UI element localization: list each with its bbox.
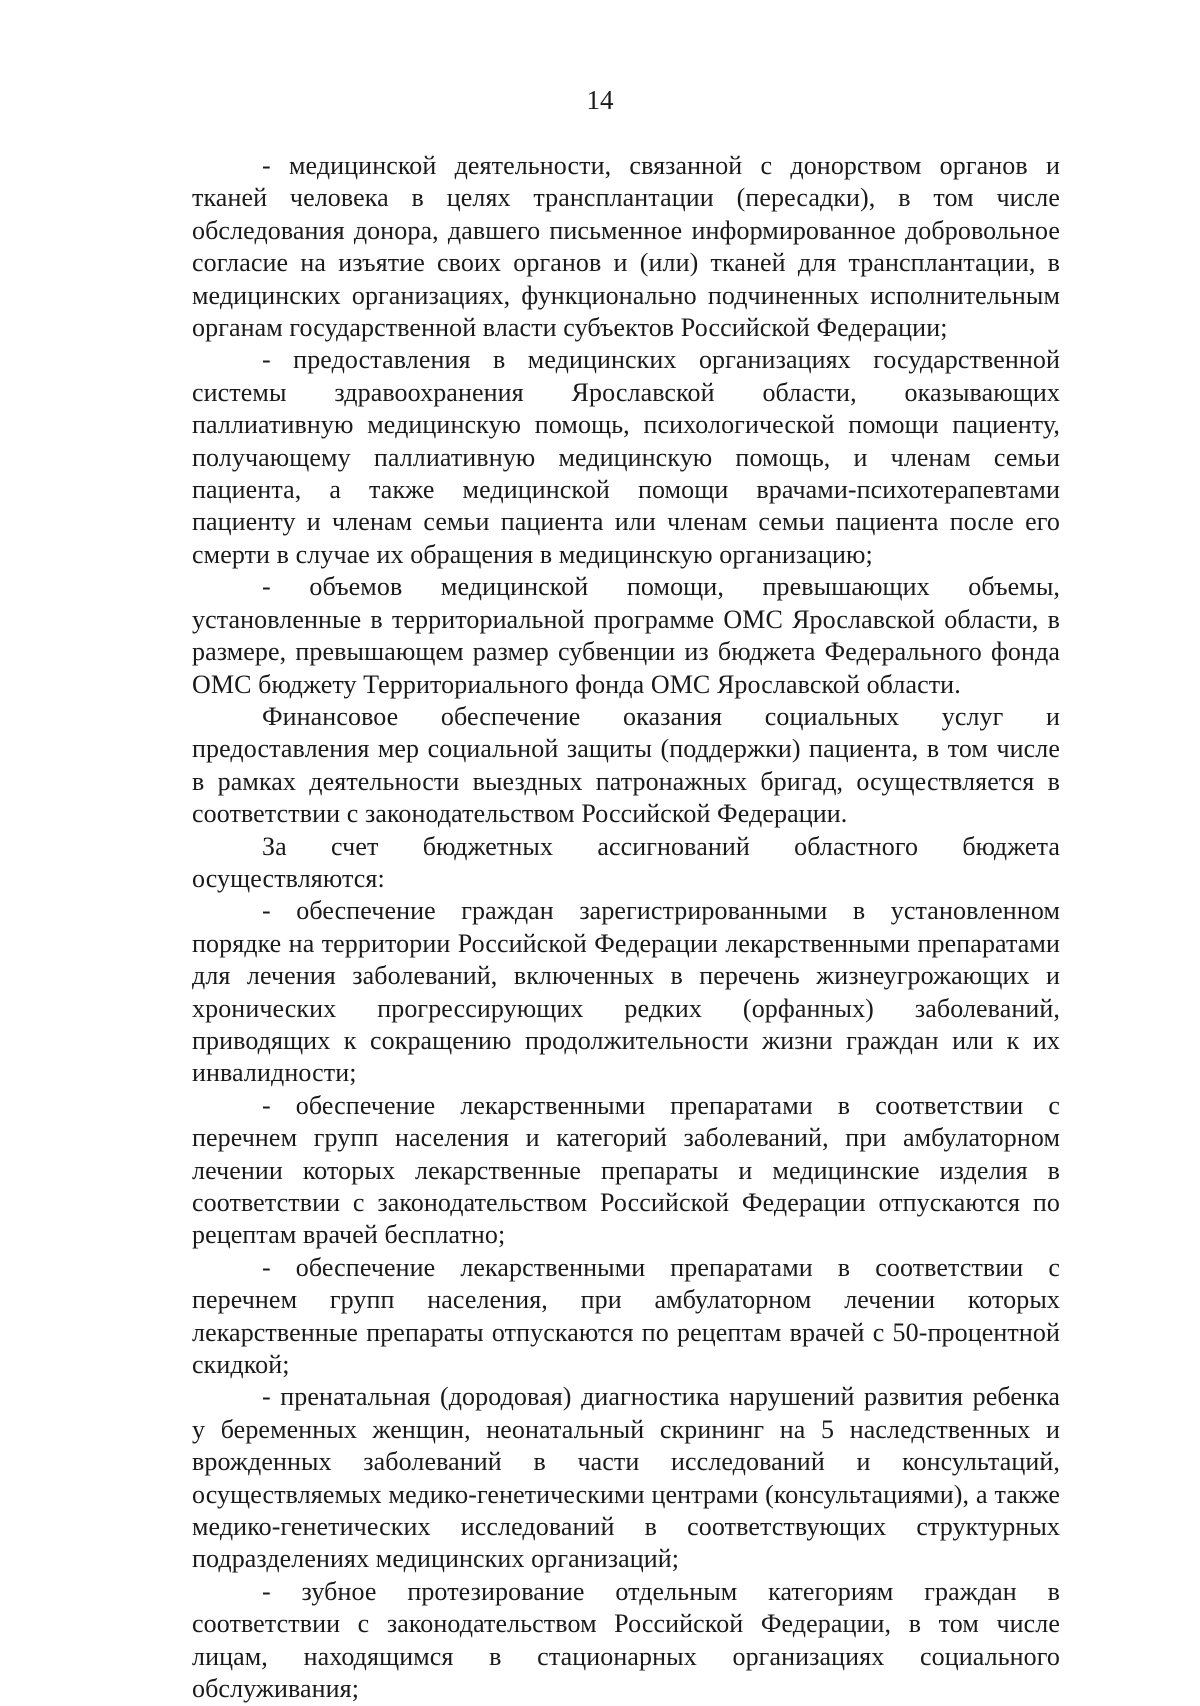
paragraph-discount-drugs: - обеспечение лекарственными препаратами в соответствии с перечнем групп населения, при амбулаторном лечении которых лекарственные препараты отпускаются по рецептам врачей с 50-процентной скидкой; (192, 1252, 1060, 1380)
page-number: 14 (586, 85, 614, 115)
paragraph-regional-budget-intro: За счет бюджетных ассигнований областного бюджета осуществляются: (192, 831, 1060, 893)
paragraph-prenatal-diagnostics: - пренатальная (дородовая) диагностика нарушений развития ребенка у беременных женщин, неонатальный скрининг на 5 наследственных и врожденных заболеваний в части исследований и консультаций, осуществляемых медико-генетическими центрами (консультациями), а также медико-генетических исследований в соответствующих структурных подразделениях медицинских организаций; (192, 1382, 1060, 1574)
paragraph-dental-prosthetics: - зубное протезирование отдельным категориям граждан в соответствии с законодательством Российской Федерации, в том числе лицам, находящимся в стационарных организациях социального обслуживания; (192, 1576, 1060, 1704)
document-body (192, 150, 1060, 1706)
paragraph-donation: - медицинской деятельности, связанной с донорством органов и тканей человека в целях трансплантации (пересадки), в том числе обследования донора, давшего письменное информированное добровольное согласие на изъятие своих органов и (или) тканей для трансплантации, в медицинских организациях, функционально подчиненных исполнительным органам государственной власти субъектов Российской Федерации; (192, 151, 1060, 343)
paragraph-social-services: Финансовое обеспечение оказания социальных услуг и предоставления мер социальной защиты (поддержки) пациента, в том числе в рамках деятельности выездных патронажных бригад, осуществляется в соответствии с законодательством Российской Федерации. (192, 701, 1060, 829)
paragraph-excess-volumes: - объемов медицинской помощи, превышающих объемы, установленные в территориальной программе ОМС Ярославской области, в размере, превышающем размер субвенции из бюджета Федерального фонда ОМС бюджету Территориального фонда ОМС Ярославской области. (192, 572, 1060, 699)
paragraph-free-drugs: - обеспечение лекарственными препаратами в соответствии с перечнем групп населения и категорий заболеваний, при амбулаторном лечении которых лекарственные препараты и медицинские изделия в соответствии с законодательством Российской Федерации отпускаются по рецептам врачей бесплатно; (192, 1090, 1060, 1250)
paragraph-palliative: - предоставления в медицинских организациях государственной системы здравоохранения Ярославской области, оказывающих паллиативную медицинскую помощь, психологической помощи пациенту, получающему паллиативную медицинскую помощь, и членам семьи пациента, а также медицинской помощи врачами-психотерапевтами пациенту и членам семьи пациента или членам семьи пациента после его смерти в случае их обращения в медицинскую организацию; (192, 345, 1060, 569)
paragraph-orphan-drugs: - обеспечение граждан зарегистрированными в установленном порядке на территории Российской Федерации лекарственными препаратами для лечения заболеваний, включенных в перечень жизнеугрожающих и хронических прогрессирующих редких (орфанных) заболеваний, приводящих к сокращению продолжительности жизни граждан или к их инвалидности; (192, 896, 1060, 1088)
